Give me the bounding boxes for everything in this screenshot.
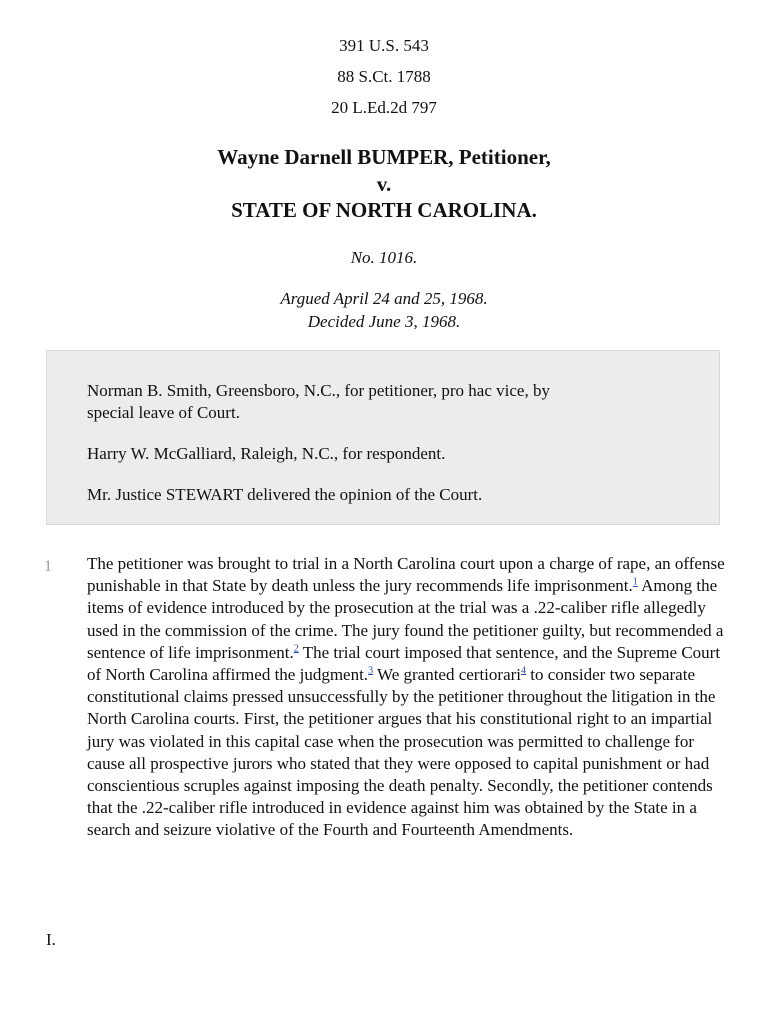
paragraph-text-segment: to consider two separate constitutional claims pressed unsuccessfully by the petitioner throughout the litigation in the North Carolina courts. First, the petitioner argues that his constitutional right to an impartial jury was violated in this capital case when the prosecution was permitted to challenge for cause all prospective jurors who stated that they were opposed to capital punishment or had conscientious scruples against imposing the death penalty. Secondly, the petitioner contends that the .22-caliber rifle introduced in evidence against him was obtained by the State in a search and seizure violative of the Fourth and Fourteenth Amendments. [87, 665, 716, 840]
footnote-link-4[interactable]: 4 [521, 665, 526, 677]
footnote-link-2[interactable]: 2 [293, 643, 299, 655]
citation-supreme-court-reporter: 88 S.Ct. 1788 [337, 67, 431, 86]
paragraph-number: 1 [44, 558, 52, 575]
petitioner-counsel-line2: special leave of Court. [87, 403, 240, 422]
footnote-link-1[interactable]: 1 [632, 576, 638, 588]
footnote-link-3[interactable]: 3 [368, 665, 374, 677]
argued-date: Argued April 24 and 25, 1968. [280, 289, 488, 308]
paragraph-text-segment: We granted certiorari [373, 665, 521, 685]
citation-lawyers-edition: 20 L.Ed.2d 797 [331, 98, 437, 117]
section-heading: I. [46, 930, 56, 949]
respondent-name: STATE OF NORTH CAROLINA. [231, 198, 537, 222]
opinion-author: Mr. Justice STEWART delivered the opinion of the Court. [87, 485, 483, 504]
versus-label: v. [376, 172, 392, 196]
opinion-paragraph [87, 553, 727, 842]
citation-us-reports: 391 U.S. 543 [339, 36, 429, 55]
decided-date: Decided June 3, 1968. [307, 312, 461, 331]
paragraph-text-segment: The trial court imposed that sentence, and the Supreme Court of North Carolina affirmed the judgment. [87, 642, 721, 685]
respondent-counsel: Harry W. McGalliard, Raleigh, N.C., for respondent. [87, 444, 446, 463]
counsel-box [46, 350, 720, 525]
paragraph-text-segment: Among the items of evidence introduced by the prosecution at the trial was a .22-caliber rifle allegedly used in the commission of the crime. The jury found the petitioner guilty, but recommended a sentence of life imprisonment. [87, 576, 724, 662]
paragraph-text-segment: The petitioner was brought to trial in a North Carolina court upon a charge of rape, an offense punishable in that State by death unless the jury recommends life imprisonment. [87, 554, 725, 596]
petitioner-name: Wayne Darnell BUMPER, Petitioner, [217, 145, 551, 169]
docket-number: No. 1016. [350, 248, 418, 267]
petitioner-counsel-line1: Norman B. Smith, Greensboro, N.C., for petitioner, pro hac vice, by [87, 381, 550, 400]
